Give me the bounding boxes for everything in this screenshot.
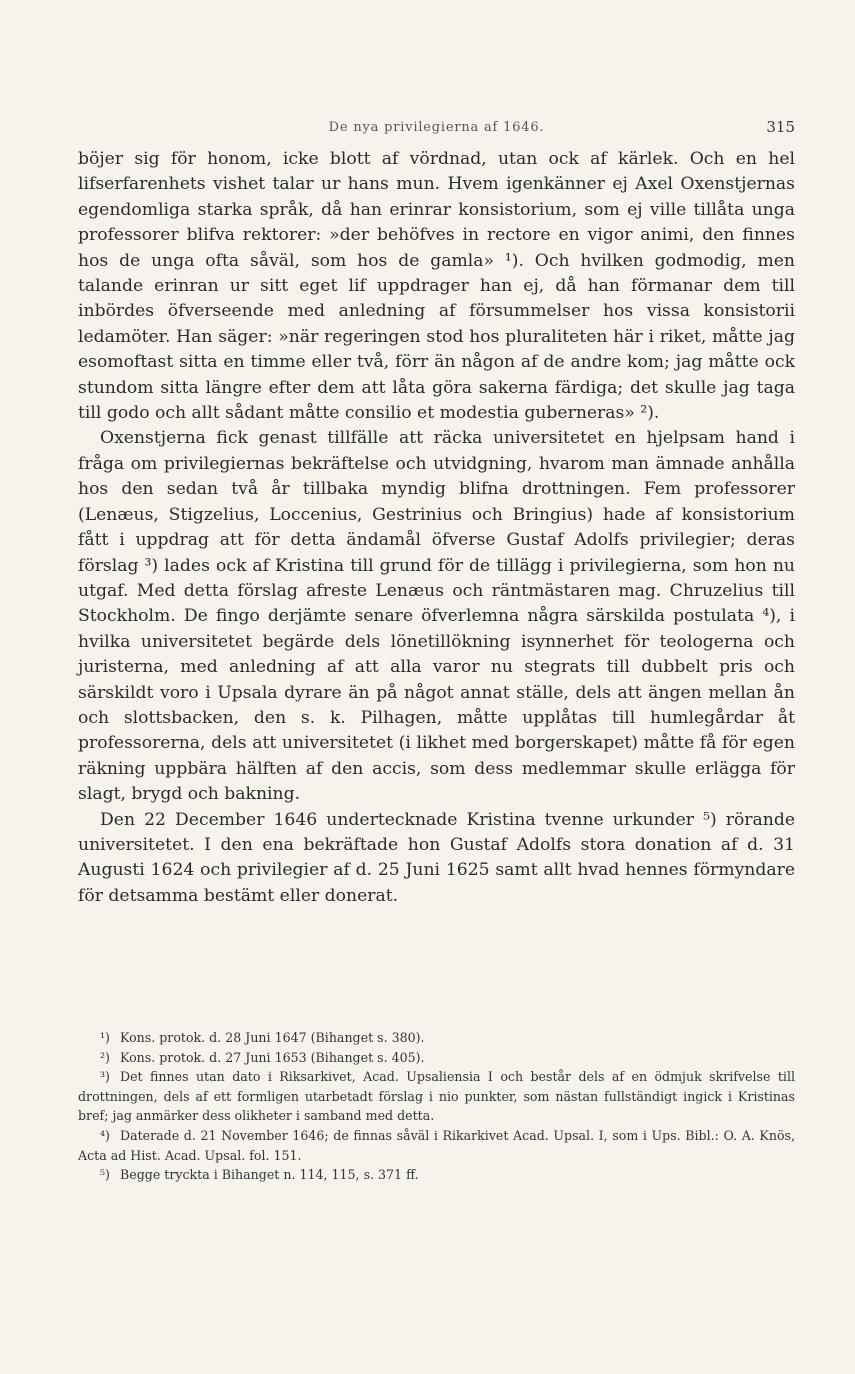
footnote-text: Daterade d. 21 November 1646; de finnas såväl i Rikarkivet Acad. Upsal. I, som i Ups. Bibl.: O. A. Knös, Acta ad Hist. Acad. Upsal. fol. 151.: [78, 1127, 795, 1163]
paragraph-1: böjer sig för honom, icke blott af vördnad, utan ock af kärlek. Och en hel lifserfarenhets vishet talar ur hans mun. Hvem igenkänner ej Axel Oxenstjernas egendomliga starka språk, då han erinrar konsistorium, som ej ville tillåta unga professorer blifva rektorer: »der behöfves in rectore en vigor animi, den finnes hos de unga ofta såväl, som hos de gamla» ¹). Och hvilken godmodig, men talande erinran ur sitt eget lif uppdrager han ej, då han förmanar dem till inbördes öfverseende med anledning af försummelser hos vissa konsistorii ledamöter. Han säger: »när regeringen stod hos pluraliteten här i riket, måtte jag esomoftast sitta en timme eller två, förr än någon af de andre kom; jag måtte ock stundom sitta längre efter dem att låta göra sakerna färdiga; det skulle jag taga till godo och allt sådant måtte consilio et modestia guberneras» ²).: [78, 149, 795, 424]
page-number: 315: [766, 118, 795, 136]
page-header: [78, 120, 795, 140]
footnote-text: Kons. protok. d. 28 Juni 1647 (Bihanget s. 380).: [120, 1030, 425, 1045]
footnote-5: [78, 1165, 795, 1185]
body-text: [78, 147, 795, 909]
footnote-3: [78, 1067, 795, 1126]
footnote-text: Det finnes utan dato i Riksarkivet, Acad. Upsaliensia I och består dels af en ödmjuk skrifvelse till drottningen, dels af ett formligen utarbetadt förslag i nio punkter, som nästan fullständigt ingick i Kristinas bref; jag anmärker dess olikheter i samband med detta.: [78, 1069, 795, 1124]
footnote-mark: ⁵): [100, 1167, 110, 1183]
footnotes: [78, 1028, 795, 1185]
footnote-2: [78, 1048, 795, 1068]
footnote-mark: ²): [100, 1049, 110, 1065]
footnote-1: [78, 1028, 795, 1048]
footnote-text: Kons. protok. d. 27 Juni 1653 (Bihanget s. 405).: [120, 1049, 425, 1065]
paragraph-2: Oxenstjerna fick genast tillfälle att räcka universitetet en hjelpsam hand i fråga om privilegiernas bekräftelse och utvidgning, hvarom man ämnade anhålla hos den sedan två år tillbaka myndig blifna drottningen. Fem professorer (Lenæus, Stigzelius, Loccenius, Gestrinius och Bringius) hade af konsistorium fått i uppdrag att för detta ändamål öfverse Gustaf Adolfs privilegier; deras förslag ³) lades ock af Kristina till grund för de tillägg i privilegierna, som hon nu utgaf. Med detta förslag afreste Lenæus och räntmästaren mag. Chruzelius till Stockholm. De fingo derjämte senare öfverlemna några särskilda postulata ⁴), i hvilka universitetet begärde dels lönetillökning isynnerhet för teologerna och juristerna, med anledning af att alla varor nu stegrats till dubbelt pris och särskildt voro i Upsala dyrare än på något annat ställe, dels att ängen mellan ån och slottsbacken, den s. k. Pilhagen, måtte upplåtas till humlegårdar åt professorerna, dels att universitetet (i likhet med borgerskapet) måtte få för egen räkning uppbära hälften af den accis, som dess medlemmar skulle erlägga för slagt, brygd och bakning.: [78, 428, 795, 805]
footnote-4: [78, 1126, 795, 1165]
footnote-mark: ³): [100, 1069, 110, 1085]
running-title: De nya privilegierna af 1646.: [328, 120, 545, 135]
footnote-mark: ⁴): [100, 1127, 110, 1143]
footnote-text: Begge tryckta i Bihanget n. 114, 115, s. 371 ff.: [120, 1167, 419, 1183]
paragraph-3: Den 22 December 1646 undertecknade Kristina tvenne urkunder ⁵) rörande universitetet. I den ena bekräftade hon Gustaf Adolfs stora donation af d. 31 Augusti 1624 och privilegier af d. 25 Juni 1625 samt allt hvad hennes förmyndare för detsamma bestämt eller donerat.: [78, 809, 795, 906]
footnote-mark: ¹): [100, 1030, 110, 1045]
